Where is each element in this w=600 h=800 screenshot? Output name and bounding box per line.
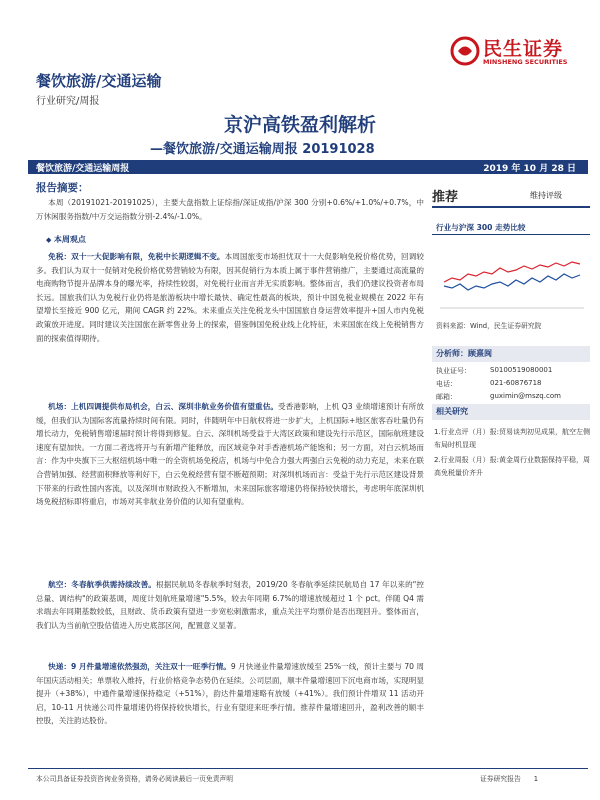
paragraph-body: 根据民航局冬春航季时刻表，2019/20 冬春航季延续民航局自 17 年以来的"控总量、调结构"的政策基调，周度计划航班量增速"5.5%，较去年同期 6.7%的增速放缓超过 1 个 pct。伴随 Q4 需求端去年同期基数较低，且财政、货币政策有望进一步宽松刺激需求，重点关注平均票价是否出现回升。整体而言，我们认为当前航空股估值进入历史底部区间，配置意义显著。	[36, 580, 424, 630]
divider	[432, 234, 590, 235]
footer-right	[480, 773, 538, 783]
page-number: 1	[533, 775, 539, 783]
paragraph-lead: 机场：上机四调提供布局机会，白云、深圳非航业务价值有望重估。	[48, 402, 279, 411]
footer-disclaimer: 本公司具备证券投资咨询业务资格，请务必阅读最后一页免责声明	[36, 775, 234, 783]
report-sector: 餐饮旅游/交通运输	[36, 72, 162, 90]
paragraph-dutyfree	[36, 250, 424, 345]
divider	[432, 206, 590, 208]
banner-left: 餐饮旅游/交通运输周报	[36, 164, 130, 174]
rating: 维持评级	[530, 191, 562, 200]
intro-paragraph: 本周（20191021-20191025），主要大盘指数上证综指/深证成指/沪深 300 分别+0.6%/+1.0%/+0.7%，中万休闲服务指数/中万交运指数分别-2.4%/-1.0%。	[36, 198, 424, 221]
field-value: 021-60876718	[490, 379, 542, 387]
paragraph-aviation	[36, 578, 424, 632]
paragraph-lead: 快递：9 月件量增速依然强劲，关注双十一旺季行情。	[48, 662, 231, 671]
field-value: S0100519080001	[490, 366, 553, 374]
paragraph-body: 本周国旅变市场担忧双十一大促影响免税价格优势，回调较多。我们认为双十一促销对免税价格优势营销较为有限，因其促销行为本质上属于事件营销推广，主要通过高流量的电商购物节提升品牌本身的曝光率，持续性较弱，对免税行业而言并无实质影响。整体而言，我们仍建议投资者布局长远。国旅我们认为免税行业仍将是旅游板块中增长最快、确定性最高的板块，预计中国免税业规模在 2022 年有望增长至接近 900 亿元，期间 CAGR 约 22%。未来重点关注免税龙头中国国旅自身运营效率提升+国人市内免税政策放开进度。同时建议关注国旅在新零售业务上的探索，借鉴韩国免税业线上化特征，未来国旅在线上免税销售方面的探索值得期待。	[36, 252, 424, 343]
paragraph-airport	[36, 400, 424, 509]
related-item[interactable]: 2.行业周报（月）报:黄金周行业数据保持平稳，周高免税量价齐升	[434, 456, 591, 477]
banner-date: 2019 年 10 月 28 日	[483, 164, 576, 174]
paragraph-lead: 免税：双十一大促影响有限，免税中长期逻辑不变。	[48, 252, 225, 261]
field-key: 执业证号：	[436, 367, 471, 375]
report-title: 京沪高铁盈利解析	[223, 114, 376, 136]
header-banner	[28, 160, 588, 174]
footer-divider	[28, 768, 588, 769]
field-phone	[436, 379, 542, 389]
chart-source: 资料来源：Wind，民生证券研究院	[436, 322, 542, 330]
email-link[interactable]: guximin@mszq.com	[490, 392, 561, 400]
logo-english: MINSHENG SECURITIES	[483, 58, 568, 66]
chart-title: 行业与沪深 300 走势比较	[436, 223, 526, 232]
section-title: ◆ 本周观点	[46, 234, 86, 245]
abstract-label: 报告摘要：	[36, 182, 89, 194]
paragraph-body: 受香港影响，上机 Q3 业绩增速预计有所放缓，但我们认为国际客流量持续时间有限。同时，伴随明年中日航权将进一步扩大，上机国际+地区旅客吞吐量仍有增长动力，免税销售增速届时预计将得到修复。白云、深圳机场受益于大湾区政策和建设先行示范区，国际航班建设速度有望加快。一方面二者选将开与有新增产能释放，而区域竞争对手香港机场产能饱和；另一方面，对白云机场而言：作为中央旗下三大枢纽机场中唯一的全资机场免税店，机场与中免合力强大两强白云免税的动力充足，未来在联合营销加强、经营面积释放等利好下，白云免税经营有望不断超预期；对深圳机场而言：受益于先行示范区建设背景下带来的行政性国内客流，以及深圳市财政投入不断增加，未来国际旅客增速仍将保持较快增长，考虑明年底深圳机场免税招标即将重启，市场对其非航业务价值的认知有望重构。	[36, 402, 424, 507]
report-subtitle: —餐饮旅游/交通运输周报 20191028	[150, 142, 375, 157]
field-license	[436, 366, 553, 376]
field-email[interactable]	[436, 392, 561, 402]
field-key: 电话：	[436, 380, 457, 388]
report-type: 行业研究/周报	[36, 96, 100, 107]
paragraph-express	[36, 660, 424, 728]
related-header: 相关研究	[432, 404, 590, 420]
series-industry	[444, 262, 580, 282]
logo-name: 民生证券	[483, 38, 564, 60]
recommendation: 推荐	[432, 190, 459, 205]
footer-brand: 证券研究报告	[480, 775, 521, 783]
paragraph-lead: 航空：冬春航季供需持续改善。	[48, 580, 157, 589]
related-item[interactable]: 1.行业点评（月）报:贸易谈判初见成果，航空左侧布局时机显现	[434, 428, 591, 449]
field-key: 邮箱：	[436, 393, 457, 401]
analyst-header: 分析师：顾熹闽	[432, 346, 590, 362]
paragraph-body: 9 月快递业件量增速放缓至 25%一线，预计主要与 70 周年国庆活动相关；单票收入维持，行业价格竞争态势仍在延续。公司层面，顺丰件量增速回下沉电商市场，实现明显提升（+38%），中通件量增速保持稳定（+51%），韵达件量增速略有放缓（+41%）。我们预计件增双 11 活动开启，10-11 月快递公司件量增速仍将保持较快增长，行业有望迎来旺季行情。推荐件量增速回升，盈利改善的顺丰控股，关注韵达股份。	[36, 662, 424, 726]
logo-icon	[450, 36, 480, 66]
trend-chart	[436, 238, 588, 314]
